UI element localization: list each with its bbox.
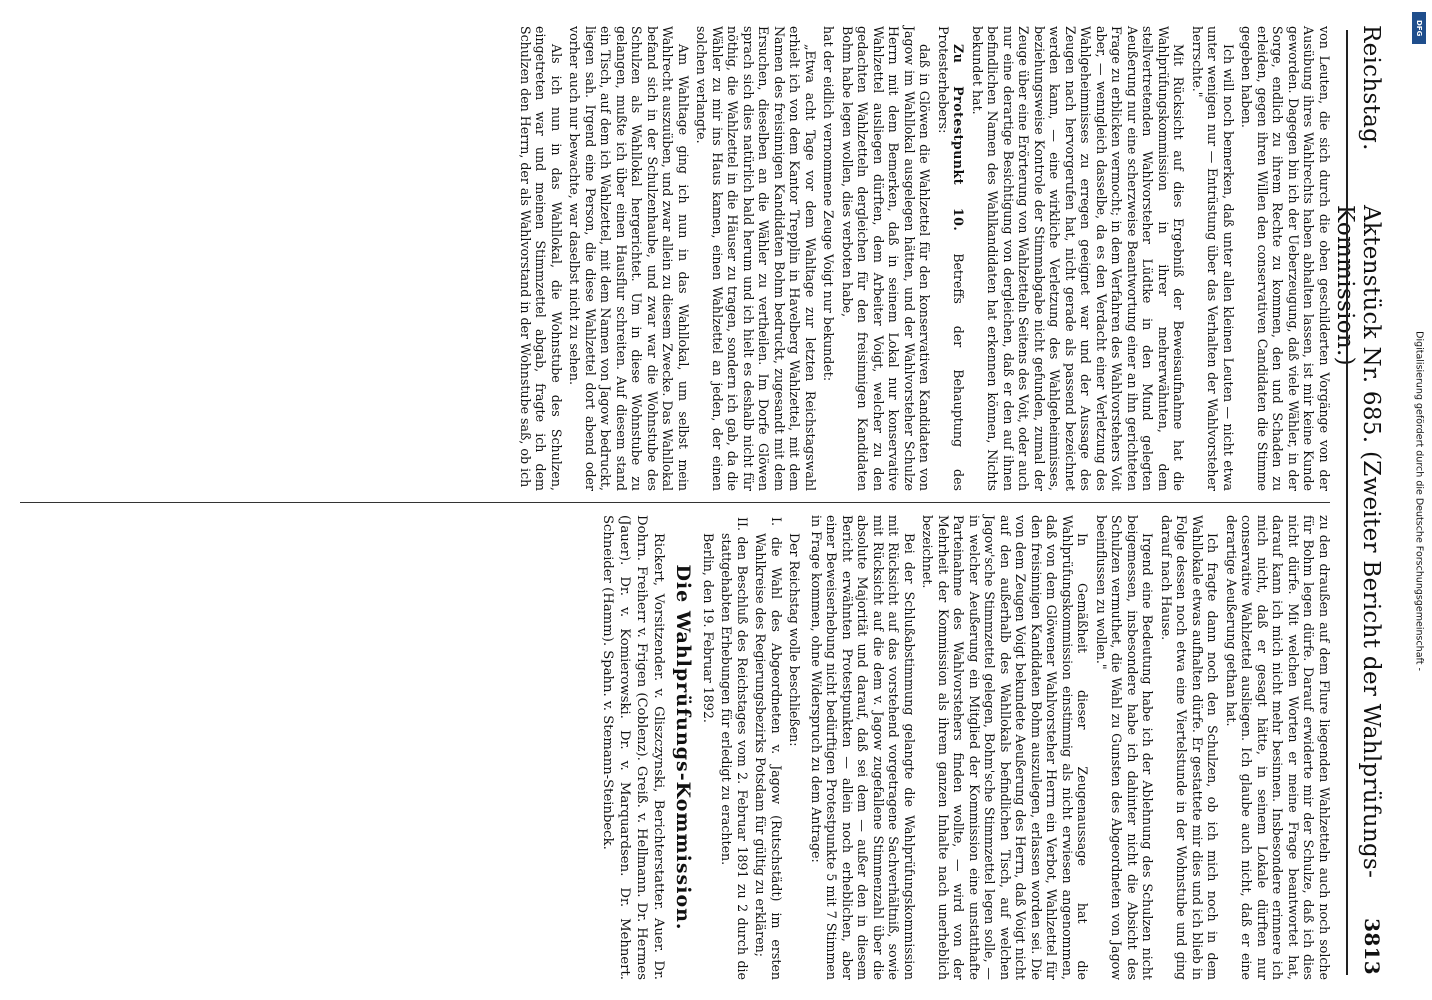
commission-title: Die Wahlprüfungs-Kommission.: [672, 564, 695, 931]
dfg-watermark-text: Digitalisierung gefördert durch die Deutsche Forschungsgemeinschaft -: [1413, 331, 1425, 671]
header-center: Aktenstück Nr. 685. (Zweiter Bericht der Wahlprüfungs-Kommission.): [1332, 205, 1384, 879]
left-paragraph: Mit Rücksicht auf dies Ergebniß der Beweisaufnahme hat die Wahlprüfungskommission in ihrer mehrerwähnten, dem stellvertretenden Wahlvorsteher Lüdtke in den Mund gelegten Aeußerung nur eine scherzweise Beantwortung einer an ihn gerichteten Frage zu erblicken vermocht; in dem Verfahren des Wahlvorstehers Voit aber, — wenngleich dasselbe, da es den Verdacht einer Verletzung des Wahlgeheimnisses zu erregen geeignet war und der Aussage des Zeugen nach hervorgerufen hat, nicht gerade als passend bezeichnet werden kann, — eine wirkliche Verletzung des Wahlgeheimnisses, beziehungsweise Kontrole der Stimmabgabe nicht gefunden, zumal der Zeuge über eine Erörterung von Wahlzetteln Seitens des Voit, oder auch nur eine derartige Besichtigung von dergleichen, daß er den auf ihnen befindlichen Namen des Wahlkandidaten hat erkennen können, Nichts bekundet hat.: [970, 26, 1187, 491]
header-rule: [1346, 30, 1348, 975]
report-date: Berlin, den 19. Februar 1892.: [701, 533, 716, 723]
protest-point-text: Betreffs der Behauptung des Protesterhebers:: [936, 26, 967, 491]
right-paragraph: Bei der Schlußabstimmung gelangte die Wahlprüfungskommission mit Rücksicht auf das vorstehend vorgetragene Sachverhältniß, sowie mit Rücksicht auf die dem v. Jagow zugefallene Stimmenzahl über die absolute Majorität und darauf, daß sei dem — außer den in diesem Bericht erwähnten Protestpunkten — allein noch erheblichen, aber einer Beweiserhebung nicht bedürftigen Protestpunkte 5 mit 7 Stimmen in Frage kommen, ohne Widerspruch zu dem Antrage:: [809, 515, 917, 980]
right-paragraph: Ich fragte dann noch den Schulzen, ob ich mich noch in dem Wahllokale etwas aufhalten dürfe. Er gestattete mir dies und ich blieb in Folge dessen noch etwa eine Viertelstunde in der Wohnstube und ging darauf nach Hause.: [1159, 515, 1221, 980]
left-paragraph: von Leuten, die sich durch die oben geschilderten Vorgänge von der Ausübung ihres Wahlrechts haben abhalten lassen, ist mir keine Kunde geworden. Dagegen bin ich der Ueberzeugung, daß viele Wähler, in der Sorge, endlich zu ihrem Rechte zu kommen, den und Schaden zu erleiden, gegen ihren Willen den conservativen Candidaten die Stimme gegeben haben.: [1239, 26, 1332, 491]
resolution-item: I. die Wahl des Abgeordneten v. Jagow (Rutschstädt) im ersten Wahlkreise des Regierungsbezirks Potsdam für gültig zu erklären;: [753, 517, 784, 980]
left-paragraph: daß in Glöwen die Wahlzettel für den konservativen Kandidaten von Jagow im Wahllokal ausgelegen hätten, und der Wahlvorsteher Schulze Herrn mit dem Bemerken, daß in seinem Lokal nur konservative Wahlzettel ausliegen dürften, dem Arbeiter Voigt, welcher zu den gedachten Wahlzetteln dergleichen für den freisinnigen Kandidaten Bohm habe legen wollen, dies verboten habe,: [840, 26, 933, 491]
right-column: [596, 515, 1332, 980]
commission-members: Rickert, Vorsitzender. v. Gliszczynski, Berichterstatter. Auer. Dr. Dohrn. Freiherr v. Frigen (Coblenz). Greiß. v. Hellmann. Dr. Hermes (Jauer). Dr. v. Komierowski. Dr. v. Marquardsen. Dr. Mehnert. Schneider (Hamm). Spahn. v. Stemann-Steinbeck.: [600, 515, 666, 980]
left-paragraph: hat der eidlich vernommene Zeuge Voigt nur bekundet:: [821, 26, 837, 382]
right-paragraph: Irgend eine Bedeutung habe ich der Ablehnung des Schulzen nicht beigemessen, insbesondere habe ich dahinter nicht die Absicht des Schulzen vermuthet, die Wahl zu Gunsten des Abgeordneten von Jagow beeinflussen zu wollen.": [1094, 515, 1156, 980]
protest-point-label: Zu Protestpunkt 10.: [951, 44, 967, 232]
testimony-paragraph: Als ich nun in das Wahllokal, die Wohnstube des Schulzen, eingetreten war und meinen Stimmzettel abgab, fragte ich dem Schulzen den Herrn, der als Wahlvorstand in der Wohnstube saß, ob ich: [518, 26, 564, 491]
right-paragraph: In Gemäßheit dieser Zeugenaussage hat die Wahlprüfungskommission einstimmig als nicht erwiesen angenommen, daß von dem Glöwener Wahlvorsteher Herrn ein Verbot, Wahlzettel für den freisinnigen Kandidaten Bohm auszulegen, erlassen worden sei. Die von dem Zeugen Voigt bekundete Aeußerung des Herrn, daß Voigt nicht auf den außerhalb des Wahllokals befindlichen Tisch, auf welchen Jagow'sche Stimmzettel gelegen, Bohm'sche Stimmzettel legen solle, — in welcher Aeußerung ein Mitglied der Kommission eine unstatthafte Parteinahme des Wahlvorstehers finden wollte, — wird von der Mehrheit der Kommission als ihrem ganzen Inhalte nach unerheblich bezeichnet.: [920, 515, 1091, 980]
left-paragraph: Ich will noch bemerken, daß unter allen kleinen Leuten — nicht etwa unter wenigen nur — Entrüstung über das Verhalten der Wahlvorsteher herrschte.": [1190, 26, 1236, 491]
testimony-paragraph: „Etwa acht Tage vor dem Wahltage zur letzten Reichstagswahl erhielt ich von dem Kantor Trepplin in Havelberg Wahlzettel, mit dem Namen des freisinnigen Kandidaten Bohm bedruckt, zugesandt mit dem Ersuchen, dieselben an die Wähler zu vertheilen. Im Dorfe Glöwen sprach sich dies natürlich bald herum und ich hielt es deshalb nicht für nöthig, die Wahlzettel in die Häuser zu tragen, sondern ich gab, da die Wähler zu mir ins Haus kamen, einen Wahlzettel an jeden, der einen solchen verlangte.: [694, 26, 818, 491]
page-number: 3813: [1360, 918, 1384, 975]
column-divider: [20, 502, 1330, 503]
protest-point-paragraph: [936, 26, 967, 491]
dfg-logo: DFG: [1412, 12, 1426, 44]
testimony-paragraph: Am Wahltage ging ich nun in das Wahllokal, um selbst mein Wahlrecht auszuüben, und zwar allein zu diesem Zwecke. Das Wahllokal befand sich in der Schulzenhaube, und zwar war die Wohnstube des Schulzen als Wahllokal hergerichtet. Um in diese Wohnstube zu gelangen, mußte ich über einen Hausflur schreiten. Auf diesem stand ein Tisch, auf dem ich Wahlzettel, mit dem Namen von Jagow bedruckt, liegen sah. Irgend eine Person, die diese Wahlzettel dort abend oder vorher auch nur bewachte, war daselbst nicht zu sehen.: [567, 26, 691, 491]
right-paragraph: zu den draußen auf dem Flure liegenden Wahlzetteln auch noch solche für Bohm legen dürfe. Darauf erwiderte mir der Schulze, daß ich dies nicht dürfe. Mit welchen Worten er meine Frage beantwortet hat, darauf kann ich mich nicht mehr besinnen. Insbesondere erinnere ich mich nicht, daß er gesagt hätte, in seinem Lokale dürften nur conservative Wahlzettel ausliegen. Ich glaube auch nicht, daß er eine derartige Aeußerung gethan hat.: [1224, 515, 1332, 980]
dfg-watermark: [1411, 6, 1427, 996]
resolution-block: [719, 515, 803, 980]
resolution-intro: Der Reichstag wolle beschließen:: [787, 533, 803, 747]
resolution-item: II. den Beschluß des Reichstages vom 2. Februar 1891 zu 2 durch die stattgehabten Erhebungen für erledigt zu erachten.: [719, 517, 750, 980]
left-column: [515, 26, 1333, 491]
header-left: Reichstag.: [1358, 25, 1384, 151]
page-header: [1332, 25, 1384, 975]
